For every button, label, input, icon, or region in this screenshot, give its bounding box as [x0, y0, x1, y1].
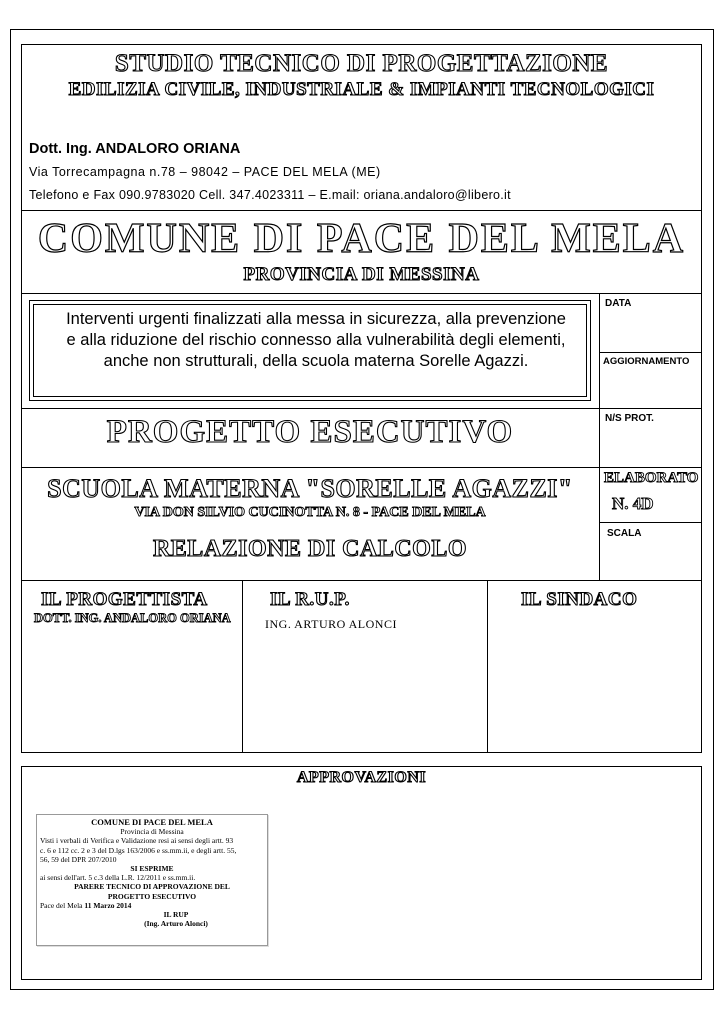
- document-title: RELAZIONE DI CALCOLO: [152, 536, 468, 562]
- rup-name: ING. ARTURO ALONCI: [265, 617, 397, 631]
- intervento-description: Interventi urgenti finalizzati alla messa in sicurezza, alla prevenzione e alla riduzione del rischio connesso alla vulnerabilità degli elementi, anche non strutturali, della scuola materna Sorelle Agazzi.: [66, 310, 566, 370]
- stamp-provincia: Provincia di Messina: [120, 827, 184, 837]
- stamp-date-prefix: Pace del Mela: [40, 900, 83, 910]
- stamp-parere-2: PROGETTO ESECUTIVO: [107, 891, 197, 901]
- progetto-title: PROGETTO ESECUTIVO: [106, 414, 514, 450]
- progettista-name: DOTT. ING. ANDALORO ORIANA: [34, 611, 231, 625]
- ns-prot-label: N/S PROT.: [605, 413, 654, 424]
- stamp-parere-1: PARERE TECNICO DI APPROVAZIONE DEL: [74, 882, 230, 892]
- elaborato-label: ELABORATO: [604, 470, 699, 486]
- school-name: SCUOLA MATERNA "SORELLE AGAZZI": [47, 474, 573, 503]
- rup-title: IL R.U.P.: [270, 589, 350, 610]
- studio-engineer-name: Dott. Ing. ANDALORO ORIANA: [29, 141, 241, 157]
- stamp-text-3: 56, 59 del DPR 207/2010: [40, 854, 117, 864]
- stamp-comune: COMUNE DI PACE DEL MELA: [91, 817, 213, 827]
- stamp-esprime: SI ESPRIME: [130, 864, 174, 874]
- stamp-date-line: [40, 901, 264, 910]
- sindaco-title: IL SINDACO: [521, 589, 638, 610]
- approvazioni-title: APPROVAZIONI: [296, 769, 427, 786]
- stamp-text-2: c. 6 e 112 cc. 2 e 3 del D.lgs 163/2006 e ss.mm.ii, e degli artt. 55,: [40, 845, 237, 855]
- studio-subtitle: EDILIZIA CIVILE, INDUSTRIALE & IMPIANTI TECNOLOGICI: [68, 79, 655, 100]
- stamp-rup: IL RUP: [163, 910, 189, 920]
- studio-address: Via Torrecampagna n.78 – 98042 – PACE DEL MELA (ME): [29, 165, 381, 179]
- stamp-text-1: Visti i verbali di Verifica e Validazione resi ai sensi degli artt. 93: [40, 836, 234, 846]
- studio-title: STUDIO TECNICO DI PROGETTAZIONE: [114, 50, 609, 77]
- comune-provincia: PROVINCIA DI MESSINA: [243, 264, 480, 285]
- studio-contacts: Telefono e Fax 090.9783020 Cell. 347.4023311 – E.mail: oriana.andaloro@libero.it: [29, 188, 511, 202]
- aggiornamento-label: AGGIORNAMENTO: [603, 356, 690, 367]
- data-label: DATA: [605, 298, 632, 309]
- progettista-title: IL PROGETTISTA: [41, 589, 208, 610]
- scala-label: SCALA: [607, 528, 642, 539]
- school-address: VIA DON SILVIO CUCINOTTA N. 8 - PACE DEL MELA: [134, 505, 486, 520]
- comune-name: COMUNE DI PACE DEL MELA: [37, 216, 686, 262]
- stamp-rup-name: (Ing. Arturo Alonci): [144, 919, 208, 929]
- elaborato-number: N. 4D: [612, 494, 654, 513]
- stamp-date: 11 Marzo 2014: [84, 900, 132, 910]
- approval-stamp-content: [40, 818, 264, 928]
- stamp-text-4: ai sensi dell'art. 5 c.3 della L.R. 12/2011 e ss.mm.ii.: [40, 873, 196, 883]
